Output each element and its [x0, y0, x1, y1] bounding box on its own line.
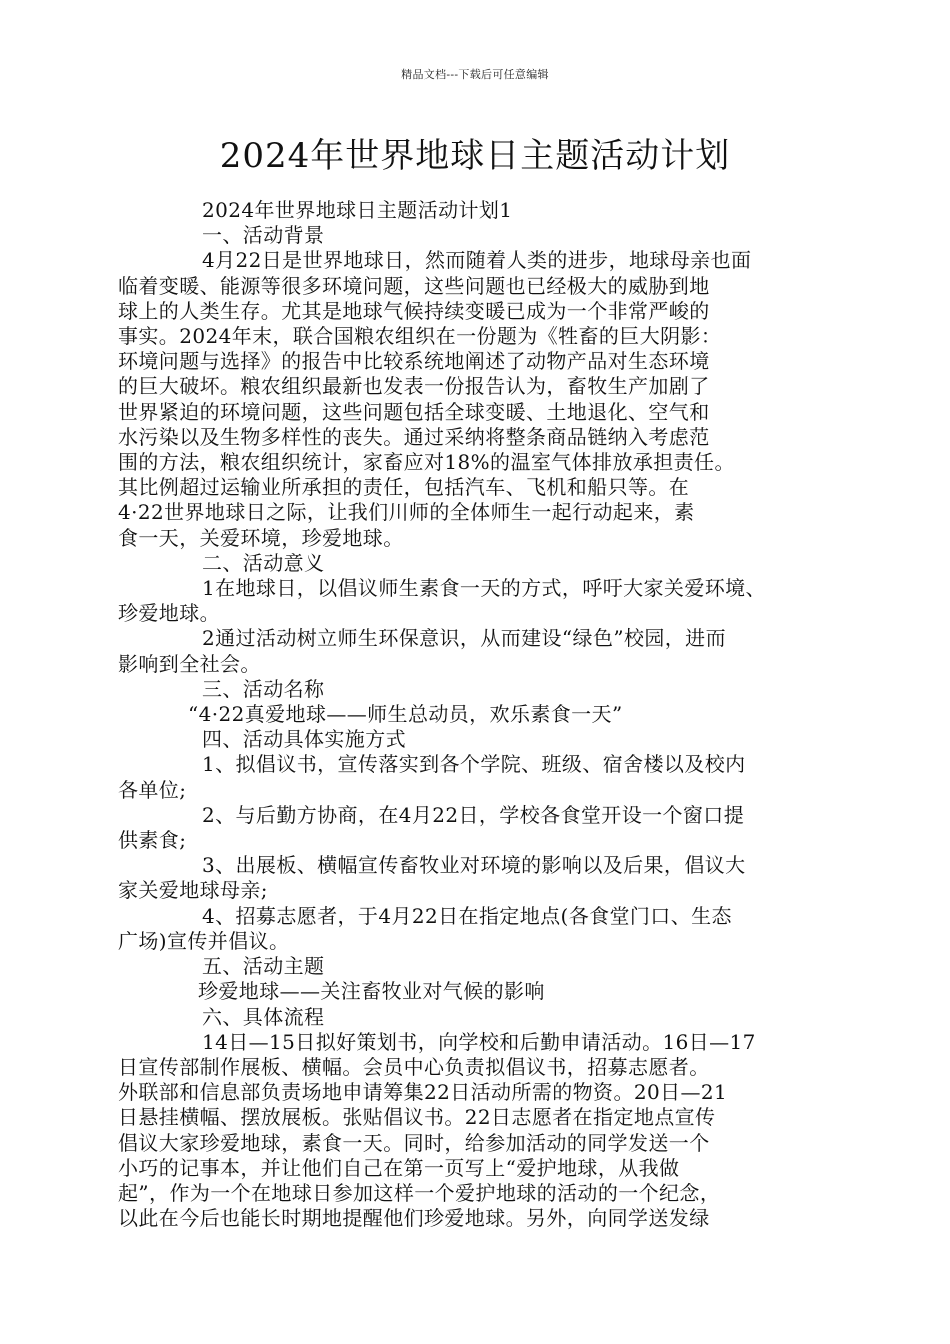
section-heading: 四、活动具体实施方式 — [202, 727, 406, 752]
section-heading: 二、活动意义 — [202, 550, 325, 575]
page-header: 精品文档---下载后可任意编辑 — [401, 68, 549, 81]
text-line: 家关爱地球母亲; — [118, 878, 268, 903]
text-line: 1、拟倡议书，宣传落实到各个学院、班级、宿舍楼以及校内 — [202, 752, 746, 777]
text-line: 其比例超过运输业所承担的责任，包括汽车、飞机和船只等。在 — [118, 475, 690, 500]
text-line: 围的方法，粮农组织统计，家畜应对18%的温室气体排放承担责任。 — [118, 450, 735, 475]
text-line: 2024年世界地球日主题活动计划1 — [202, 198, 513, 222]
document-body — [118, 198, 830, 1231]
text-line: 4·22世界地球日之际，让我们川师的全体师生一起行动起来，素 — [118, 500, 695, 525]
text-line: 4月22日是世界地球日，然而随着人类的进步，地球母亲也面 — [202, 248, 752, 273]
section-heading: 三、活动名称 — [202, 676, 325, 701]
text-line: 2通过活动树立师生环保意识，从而建设“绿色”校园，进而 — [202, 626, 726, 651]
page-title: 2024年世界地球日主题活动计划 — [219, 136, 731, 176]
text-line: 水污染以及生物多样性的丧失。通过采纳将整条商品链纳入考虑范 — [118, 424, 710, 449]
section-heading: 五、活动主题 — [202, 954, 325, 979]
text-line: 日宣传部制作展板、横幅。会员中心负责拟倡议书，招募志愿者。 — [118, 1054, 710, 1079]
text-line: 影响到全社会。 — [118, 651, 261, 676]
text-line: 起”，作为一个在地球日参加这样一个爱护地球的活动的一个纪念， — [118, 1180, 721, 1205]
text-line: 外联部和信息部负责场地申请筹集22日活动所需的物资。20日—21 — [118, 1080, 728, 1105]
text-line: 2、与后勤方协商，在4月22日，学校各食堂开设一个窗口提 — [202, 802, 745, 827]
text-line: 以此在今后也能长时期地提醒他们珍爱地球。另外，向同学送发绿 — [118, 1206, 710, 1231]
text-line: 世界紧迫的环境问题，这些问题包括全球变暖、土地退化、空气和 — [118, 399, 710, 424]
text-line: 各单位; — [118, 777, 187, 802]
text-line: 日悬挂横幅、摆放展板。张贴倡议书。22日志愿者在指定地点宣传 — [118, 1105, 716, 1130]
text-line: 1在地球日，以倡议师生素食一天的方式，呼吁大家关爱环境、 — [202, 576, 766, 601]
text-line: 4、招募志愿者，于4月22日在指定地点(各食堂门口、生态 — [202, 903, 732, 928]
text-line: 的巨大破坏。粮农组织最新也发表一份报告认为，畜牧生产加剧了 — [118, 374, 710, 399]
text-line: 球上的人类生存。尤其是地球气候持续变暖已成为一个非常严峻的 — [118, 298, 710, 323]
section-heading: 一、活动背景 — [202, 223, 325, 248]
text-line: 供素食; — [118, 828, 187, 853]
text-line: 事实。2024年末，联合国粮农组织在一份题为《牲畜的巨大阴影： — [118, 324, 722, 349]
text-line: 3、出展板、横幅宣传畜牧业对环境的影响以及后果，倡议大 — [202, 853, 746, 878]
text-line: 临着变暖、能源等很多环境问题，这些问题也已经极大的威胁到地 — [118, 273, 710, 298]
text-line: 倡议大家珍爱地球，素食一天。同时，给参加活动的同学发送一个 — [118, 1130, 710, 1155]
text-line: 珍爱地球。 — [118, 601, 220, 626]
text-line: 14日—15日拟好策划书，向学校和后勤申请活动。16日—17 — [202, 1029, 756, 1054]
text-line: 环境问题与选择》的报告中比较系统地阐述了动物产品对生态环境 — [118, 349, 710, 374]
text-line: 珍爱地球——关注畜牧业对气候的影响 — [198, 979, 545, 1004]
text-line: 广场)宣传并倡议。 — [118, 928, 290, 953]
text-line: “4·22真爱地球——师生总动员，欢乐素食一天” — [188, 702, 623, 727]
text-line: 小巧的记事本，并让他们自己在第一页写上“爱护地球，从我做 — [118, 1155, 680, 1180]
section-heading: 六、具体流程 — [202, 1004, 325, 1029]
text-line: 食一天，关爱环境，珍爱地球。 — [118, 525, 404, 550]
